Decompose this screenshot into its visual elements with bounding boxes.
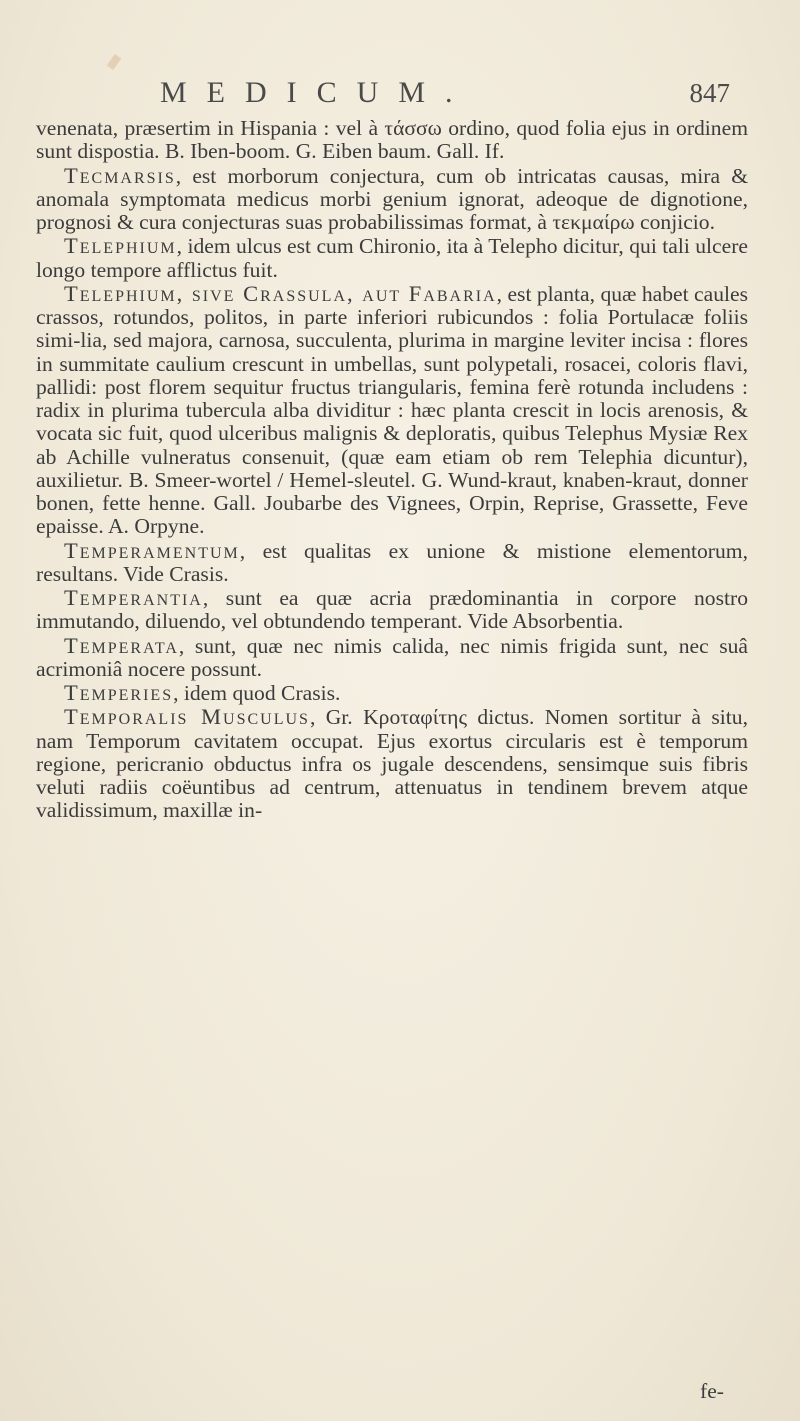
entry-temperata [36, 634, 748, 682]
entry-headword: Temperies [64, 680, 174, 705]
entry-text: , est morborum conjectura, cum ob intricatas causas, mira & anomala symptomata medicus morbi genium ignorat, adeoque de dignotione, prognosi & cura conjecturas suas probabilissimas format, à τεκμαίρω conjicio. [36, 163, 748, 234]
entry-text: , Gr. Κροταφίτης dictus. Nomen sortitur à situ, nam Temporum cavitatem occupat. Ejus exortus circularis est è temporum regione, pericranio obductus infra os jugale descendens, sensimque suis fibris veluti radiis coëuntibus ad centrum, attenuatus in tendinem brevem atque validissimum, maxillæ in- [36, 705, 748, 823]
entry-text: , idem ulcus est cum Chironio, ita à Telepho dicitur, qui tali ulcere longo tempore afflictus fuit. [36, 234, 748, 282]
entry-text: , sunt ea quæ acria prædominantia in corpore nostro immutando, diluendo, vel obtundendo temperant. Vide Absorbentia. [36, 586, 748, 634]
entry-text: , est planta, quæ habet caules crassos, rotundos, politos, in parte inferiori rubicundos : folia Portulacæ foliis simi-lia, sed majora, carnosa, succulenta, plurima in margine leviter incisa : flores in summitate caulium crescunt in umbellas, sunt polypetali, rosacei, coloris flavi, pallidi: post florem sequitur fructus triangularis, femina ferè rotunda includens : radix in plurima tubercula alba dividitur : hæc planta crescit in locis arenosis, & vocata sic fuit, quod ulceribus malignis & deploratis, quibus Telephus Mysiæ Rex ab Achille vulneratus consenuit, (quæ eam etiam ob rem Telephia dicuntur), auxilietur. B. Smeer-wortel / Hemel-sleutel. G. Wund-kraut, knaben-kraut, donner bonen, fette henne. Gall. Joubarbe des Vignees, Orpin, Reprise, Grassette, Feve epaisse. A. Orpyne. [36, 281, 749, 539]
entry-headword: Temperamentum [64, 537, 240, 563]
entry-headword: Tecmarsis [64, 162, 176, 188]
entry-text: , est qualitas ex unione & mistione elementorum, resultans. Vide Crasis. [36, 538, 748, 586]
entry-temperamentum [36, 539, 748, 587]
entry-temperies [36, 681, 748, 705]
entry-headword: Temperantia [64, 585, 203, 610]
entry-telephium [36, 234, 748, 282]
ink-mark [107, 54, 122, 70]
entry-headword: Temperata [64, 632, 179, 658]
entry-temporalis-musculus [36, 705, 748, 822]
entry-text: venenata, præsertim in Hispania : vel à τάσσω ordino, quod folia ejus in ordinem sunt dispostia. B. Iben-boom. G. Eiben baum. Gall. If. [36, 116, 748, 164]
page-header [160, 76, 730, 116]
entry-headword: Telephium, sive Crassula, aut Fabaria [64, 280, 497, 306]
catchword: fe- [700, 1379, 724, 1403]
entry-telephium-plant [36, 282, 748, 539]
entry-headword: Telephium [64, 233, 177, 259]
dictionary-body [36, 117, 748, 823]
entry-tecmarsis [36, 164, 748, 235]
page-number: 847 [689, 78, 730, 108]
entry-headword: Temporalis Musculus [64, 704, 310, 730]
entry-text: , sunt, quæ nec nimis calida, nec nimis frigida sunt, nec suâ acrimoniâ nocere possunt. [36, 633, 748, 681]
entry-temperantia [36, 586, 748, 634]
running-title: MEDICUM. [160, 76, 473, 109]
entry-continuation [36, 117, 748, 164]
entry-text: , idem quod Crasis. [173, 681, 341, 705]
